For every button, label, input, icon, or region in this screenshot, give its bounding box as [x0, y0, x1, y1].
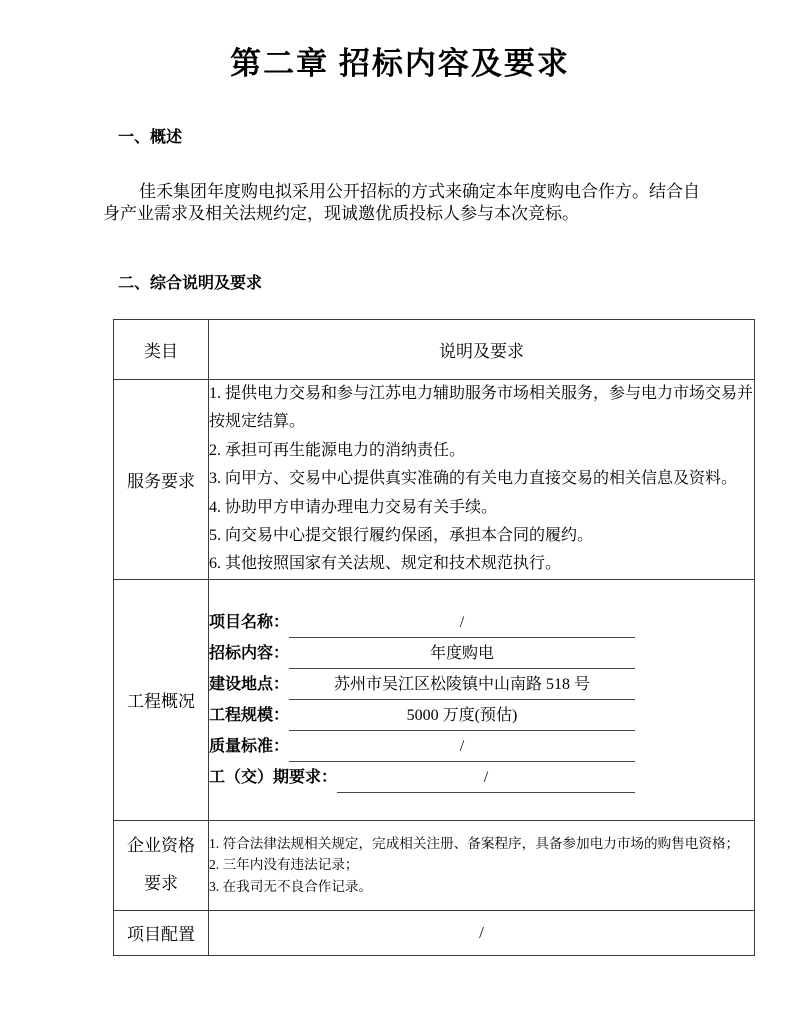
service-item-1: 1. 提供电力交易和参与江苏电力辅助服务市场相关服务，参与电力市场交易并按规定结算。	[209, 385, 754, 431]
field-quality-standard-label: 质量标准：	[209, 737, 290, 755]
project-category-label: 工程概况	[114, 579, 209, 820]
service-item-2: 2. 承担可再生能源电力的消纳责任。	[209, 441, 466, 459]
field-bidding-content-value: 年度购电	[289, 638, 635, 669]
field-project-scale	[209, 700, 754, 731]
overview-paragraph: 佳禾集团年度购电拟采用公开招标的方式来确定本年度购电合作方。结合自身产业需求及相关法规约定，现诚邀优质投标人参与本次竞标。	[103, 182, 700, 223]
service-requirements-cell	[209, 380, 755, 580]
field-quality-standard-value: /	[289, 731, 635, 762]
service-category-label: 服务要求	[114, 380, 209, 580]
field-project-scale-value: 5000 万度(预估)	[289, 700, 635, 731]
field-construction-site-value: 苏州市吴江区松陵镇中山南路 518 号	[289, 669, 635, 700]
section-requirements-heading: 二、综合说明及要求	[118, 275, 263, 292]
requirements-table	[113, 319, 755, 956]
header-cell-category: 类目	[114, 320, 209, 380]
qualification-requirements-cell	[209, 820, 755, 910]
config-category-label: 项目配置	[114, 910, 209, 955]
field-project-name-label: 项目名称：	[209, 613, 290, 631]
qualification-item-3: 3. 在我司无不良合作记录。	[209, 879, 373, 895]
field-project-name	[209, 607, 754, 638]
field-delivery-period	[209, 762, 754, 793]
field-bidding-content	[209, 638, 754, 669]
service-item-5: 5. 向交易中心提交银行履约保函，承担本合同的履约。	[209, 527, 594, 545]
field-construction-site-label: 建设地点：	[209, 675, 290, 693]
service-item-3: 3. 向甲方、交易中心提供真实准确的有关电力直接交易的相关信息及资料。	[209, 470, 738, 488]
header-cell-description: 说明及要求	[209, 320, 755, 380]
document-page	[0, 46, 800, 1012]
field-project-scale-label: 工程规模：	[209, 706, 290, 724]
page-title: 第二章 招标内容及要求	[230, 46, 570, 81]
field-project-name-value: /	[289, 607, 635, 638]
field-delivery-period-value: /	[337, 762, 635, 793]
field-bidding-content-label: 招标内容：	[209, 644, 290, 662]
qualification-category-line2: 要求	[144, 874, 178, 894]
project-overview-cell	[209, 579, 755, 820]
table-header-row	[114, 320, 755, 380]
field-construction-site	[209, 669, 754, 700]
config-value-cell: /	[209, 910, 755, 955]
section-overview-heading: 一、概述	[118, 129, 183, 146]
service-item-4: 4. 协助甲方申请办理电力交易有关手续。	[209, 498, 498, 516]
table-row-project-overview	[114, 579, 755, 820]
field-delivery-period-label: 工（交）期要求：	[209, 768, 338, 786]
table-row-project-config	[114, 910, 755, 955]
qualification-item-2: 2. 三年内没有违法记录；	[209, 857, 359, 873]
table-row-service	[114, 380, 755, 580]
service-item-6: 6. 其他按照国家有关法规、规定和技术规范执行。	[209, 555, 562, 573]
table-row-qualification	[114, 820, 755, 910]
qualification-category-line1: 企业资格	[127, 836, 195, 856]
qualification-category-label	[114, 820, 209, 910]
qualification-item-1: 1. 符合法律法规相关规定，完成相关注册、备案程序，具备参加电力市场的购售电资格；	[209, 835, 740, 851]
field-quality-standard	[209, 731, 754, 762]
